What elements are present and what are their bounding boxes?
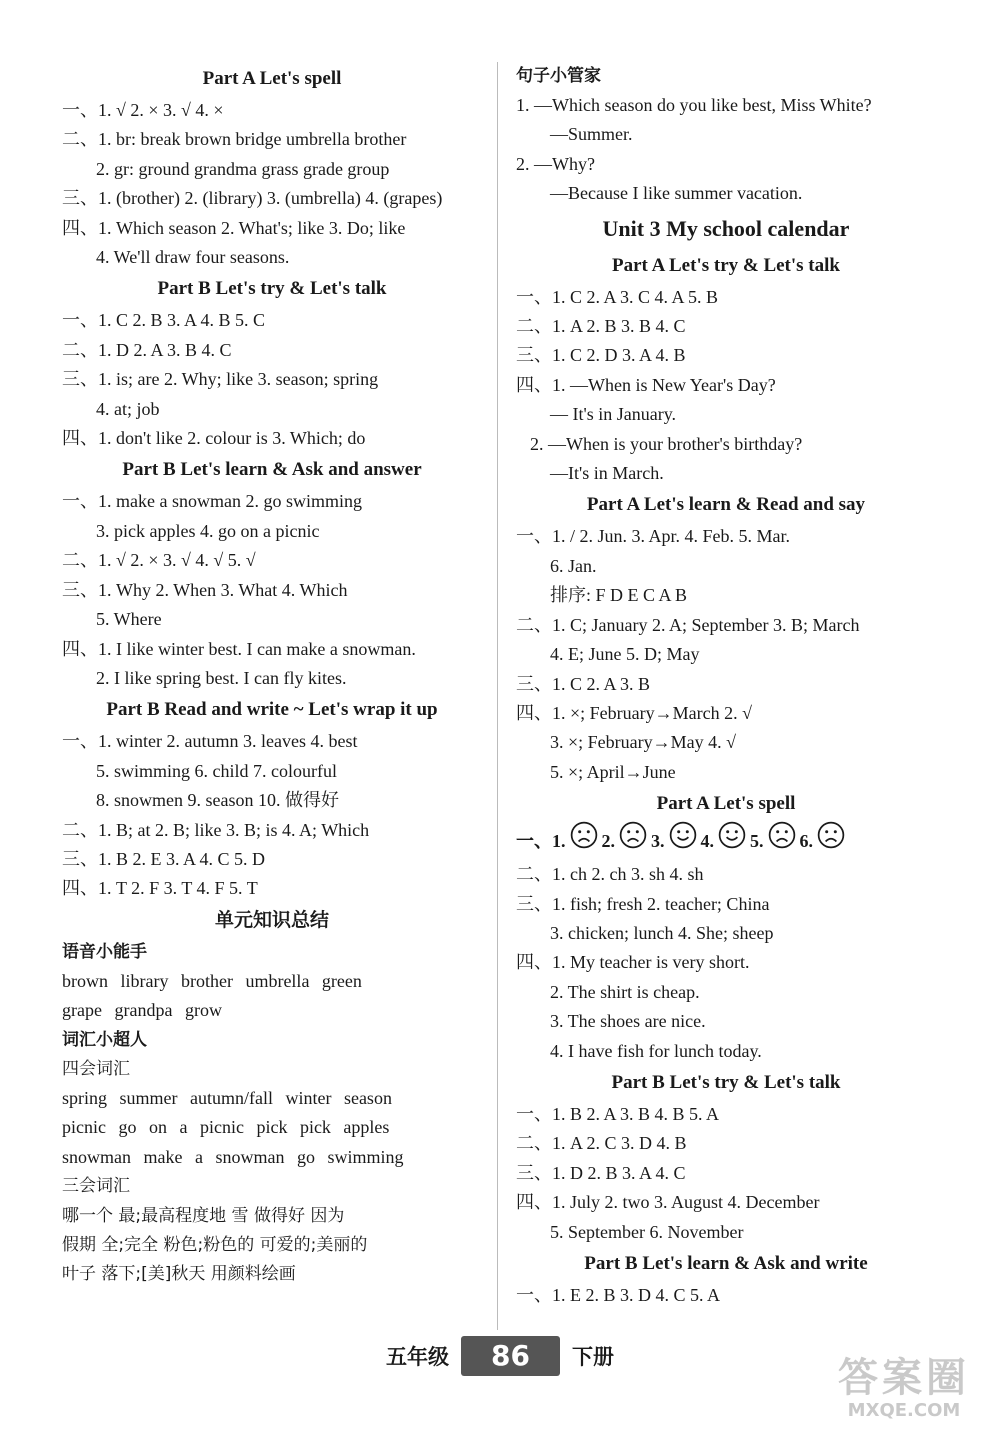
answer-line: —Because I like summer vacation. — [550, 183, 803, 204]
sad-face-icon — [619, 821, 647, 860]
sad-face-icon — [817, 821, 845, 860]
answer-line: 4. E; June 5. D; May — [550, 644, 700, 665]
answer-line: 3. chicken; lunch 4. She; sheep — [550, 922, 774, 943]
answer-line: 三、1. is; are 2. Why; like 3. season; spring — [62, 369, 379, 390]
section-heading: Part A Let's spell — [202, 68, 342, 89]
left-column — [62, 62, 482, 1290]
page-number: 86 — [461, 1336, 560, 1376]
answer-line: 四、1. Which season 2. What's; like 3. Do; like — [62, 217, 406, 238]
sad-face-icon — [768, 821, 796, 860]
answer-line: 排序: F D E C A B — [550, 585, 688, 606]
answer-line: 3. pick apples 4. go on a picnic — [96, 520, 320, 541]
watermark-site: MXQE.COM — [847, 1400, 961, 1421]
answer-line: 二、1. A 2. B 3. B 4. C — [516, 316, 686, 337]
subsection-title: 句子小管家 — [516, 66, 601, 86]
answer-line: 一、1. B 2. A 3. B 4. B 5. A — [516, 1103, 720, 1124]
section-heading: Part B Let's try & Let's talk — [157, 278, 387, 300]
column-divider — [497, 62, 498, 1330]
face-number: 3. — [651, 830, 665, 851]
vocab-line: spring summer autumn/fall winter season — [62, 1087, 392, 1108]
answer-line: 3. The shoes are nice. — [550, 1011, 706, 1032]
answer-line: —It's in March. — [550, 463, 664, 484]
answer-line: 5. ×; April→June — [550, 761, 676, 782]
section-heading: 单元知识总结 — [214, 909, 329, 931]
answer-line: 二、1. D 2. A 3. B 4. C — [62, 339, 232, 360]
answer-line: 2. The shirt is cheap. — [550, 981, 700, 1002]
answer-line: 三、1. D 2. B 3. A 4. C — [516, 1162, 686, 1183]
section-heading: Part B Let's try & Let's talk — [611, 1071, 841, 1093]
answer-line: 四、1. July 2. two 3. August 4. December — [516, 1192, 820, 1213]
faces-answer-row — [516, 821, 936, 860]
watermark — [838, 1356, 970, 1422]
unit-title: Unit 3 My school calendar — [602, 215, 850, 241]
grade-label: 五年级 — [386, 1345, 450, 1369]
answer-line: 三、1. Why 2. When 3. What 4. Which — [62, 579, 348, 600]
answer-line: 二、1. C; January 2. A; September 3. B; March — [516, 614, 860, 635]
answer-line: 4. at; job — [96, 398, 160, 419]
answer-line: 8. snowmen 9. season 10. 做得好 — [96, 790, 339, 811]
answer-line: 四、1. —When is New Year's Day? — [516, 374, 776, 395]
answer-line: 4. I have fish for lunch today. — [550, 1040, 762, 1061]
section-heading: Part B Read and write ~ Let's wrap it up — [106, 699, 438, 721]
happy-face-icon — [718, 821, 746, 860]
answer-line: 二、1. B; at 2. B; like 3. B; is 4. A; Which — [62, 819, 370, 840]
vocab-line: 假期 全;完全 粉色;粉色的 可爱的;美丽的 — [62, 1235, 368, 1255]
section-heading: Part B Let's learn & Ask and answer — [122, 459, 422, 481]
vocab-line: grape grandpa grow — [62, 1000, 222, 1021]
vocab-line: picnic go on a picnic pick pick apples — [62, 1117, 390, 1138]
section-heading: Part A Let's spell — [656, 793, 796, 815]
answer-line: 1. —Which season do you like best, Miss White? — [516, 95, 872, 115]
face-number: 4. — [700, 830, 714, 851]
answer-line: 四、1. I like winter best. I can make a snowman. — [62, 638, 416, 659]
answer-line: 2. gr: ground grandma grass grade group — [96, 158, 390, 179]
section-heading: Part B Let's learn & Ask and write — [584, 1253, 868, 1274]
answer-line: 6. Jan. — [550, 555, 597, 576]
watermark-title: 答案圈 — [838, 1355, 970, 1401]
answer-line: — It's in January. — [550, 404, 677, 425]
answer-line: 四、1. ×; February→March 2. √ — [516, 702, 752, 723]
answer-line: 一、1. C 2. B 3. A 4. B 5. C — [62, 310, 266, 331]
answer-line: —Summer. — [550, 124, 633, 145]
vocab-line: 叶子 落下;[美]秋天 用颜料绘画 — [62, 1264, 296, 1285]
vocab-line: 三会词汇 — [62, 1176, 130, 1197]
answer-line: 四、1. T 2. F 3. T 4. F 5. T — [62, 878, 258, 899]
answer-line: 二、1. br: break brown bridge umbrella brother — [62, 129, 407, 150]
answer-line: 二、1. √ 2. × 3. √ 4. √ 5. √ — [62, 550, 256, 571]
answer-line: 二、1. ch 2. ch 3. sh 4. sh — [516, 864, 704, 885]
answer-line: 2. I like spring best. I can fly kites. — [96, 667, 347, 688]
answer-line: 4. We'll draw four seasons. — [96, 247, 290, 268]
vocab-line: brown library brother umbrella green — [62, 970, 362, 991]
answer-line: 一、1. winter 2. autumn 3. leaves 4. best — [62, 731, 358, 752]
answer-line: 一、1. E 2. B 3. D 4. C 5. A — [516, 1285, 721, 1305]
volume-label: 下册 — [571, 1345, 614, 1369]
answer-line: 一、1. / 2. Jun. 3. Apr. 4. Feb. 5. Mar. — [516, 526, 791, 547]
section-heading: Part A Let's try & Let's talk — [612, 254, 840, 276]
answer-line: 三、1. fish; fresh 2. teacher; China — [516, 893, 770, 914]
answer-line: 三、1. B 2. E 3. A 4. C 5. D — [62, 848, 266, 869]
answer-line: 2. —When is your brother's birthday? — [530, 433, 803, 454]
answer-line: 3. ×; February→May 4. √ — [550, 732, 737, 753]
subsection-title: 词汇小超人 — [62, 1029, 147, 1050]
subsection-title: 语音小能手 — [62, 941, 147, 962]
answer-line: 一、1. √ 2. × 3. √ 4. × — [62, 100, 224, 120]
answer-line: 5. September 6. November — [550, 1221, 744, 1242]
answer-line: 三、1. C 2. D 3. A 4. B — [516, 345, 686, 366]
vocab-line: snowman make a snowman go swimming — [62, 1146, 404, 1167]
sad-face-icon — [570, 821, 598, 860]
face-number: 6. — [799, 830, 813, 851]
face-number: 2. — [601, 830, 615, 851]
answer-line: 5. swimming 6. child 7. colourful — [96, 760, 337, 781]
answer-line: 5. Where — [96, 609, 162, 630]
answer-line: 一、1. make a snowman 2. go swimming — [62, 491, 362, 512]
answer-line: 四、1. My teacher is very short. — [516, 952, 750, 973]
answer-line: 四、1. don't like 2. colour is 3. Which; do — [62, 428, 366, 449]
vocab-line: 哪一个 最;最高程度地 雪 做得好 因为 — [62, 1205, 345, 1226]
face-number: 5. — [750, 830, 764, 851]
answer-line: 三、1. C 2. A 3. B — [516, 673, 651, 694]
faces-prefix: 一、1. — [516, 830, 566, 851]
answer-line: 2. —Why? — [516, 153, 595, 174]
answer-line: 三、1. (brother) 2. (library) 3. (umbrella) 4. (grapes) — [62, 188, 443, 209]
answer-line: 一、1. C 2. A 3. C 4. A 5. B — [516, 286, 719, 307]
right-column — [516, 62, 936, 1310]
vocab-line: 四会词汇 — [62, 1058, 130, 1079]
happy-face-icon — [669, 821, 697, 860]
section-heading: Part A Let's learn & Read and say — [586, 494, 866, 516]
answer-line: 二、1. A 2. C 3. D 4. B — [516, 1133, 687, 1154]
